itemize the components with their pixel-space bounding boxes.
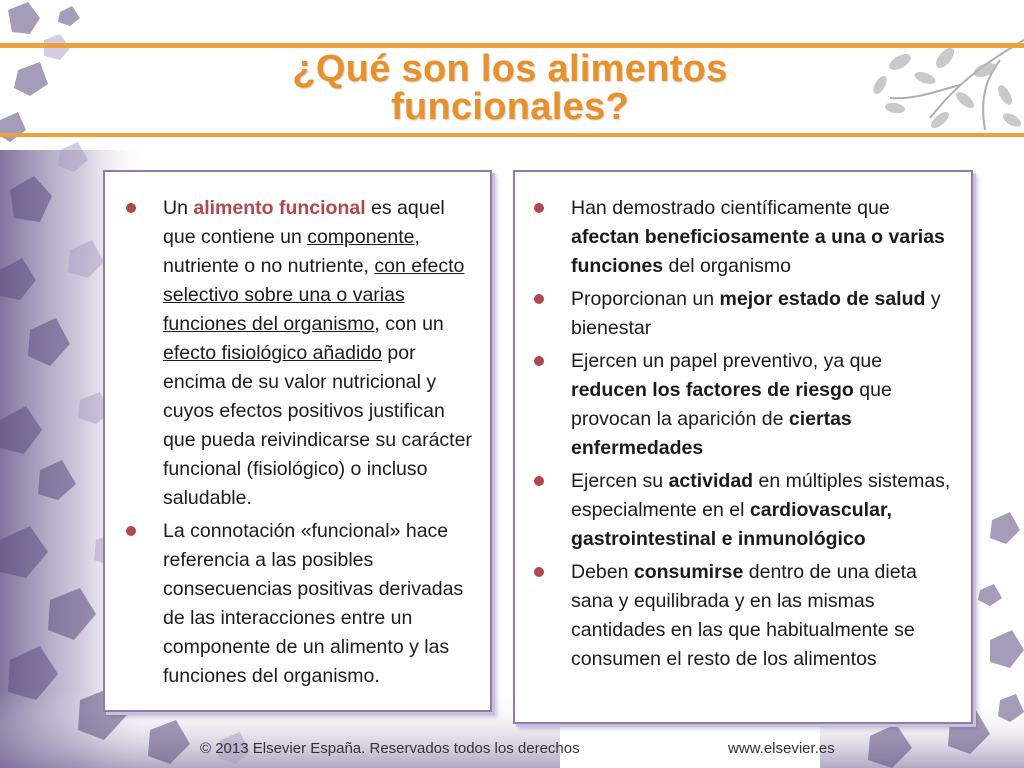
bullet-item	[515, 285, 955, 343]
bullet-text-segment: en múltiples sistemas, especialmente en el	[571, 470, 951, 521]
slide-title	[160, 50, 860, 126]
slide-title-line1: ¿Qué son los alimentos	[292, 48, 728, 90]
title-rule-bottom	[0, 133, 1024, 137]
bullet-text-segment: que provocan la aparición de	[571, 379, 892, 430]
bullet-text-segment: consumirse	[633, 561, 744, 583]
bullet-text-segment: componente	[307, 226, 415, 248]
bullet-dot-icon	[534, 476, 544, 486]
bullet-text-segment: Ejercen un papel preventivo, ya que	[571, 350, 883, 372]
bullet-text-segment: La connotación «funcional» hace referencia a las posibles consecuencias positivas derivadas de las interacciones entre un componente de un alimento y las funciones del organismo.	[163, 520, 464, 687]
footer-website: www.elsevier.es	[728, 740, 835, 757]
bullet-text-segment: reducen los factores de riesgo	[571, 379, 854, 401]
bullet-text-segment: Deben	[571, 561, 634, 583]
bullet-dot-icon	[126, 526, 136, 536]
bullet-text-segment: Han demostrado científicamente que	[571, 197, 890, 219]
bullet-text-segment: efecto fisiológico añadido	[163, 342, 382, 364]
bullet-text-segment: cardiovascular, gastrointestinal e inmunológico	[571, 499, 892, 550]
bullet-item	[515, 194, 955, 281]
slide-title-line2: funcionales?	[391, 86, 629, 128]
bullet-text-segment: con efecto selectivo sobre una o varias funciones del organismo	[163, 255, 465, 335]
bullet-text-segment: , con un	[374, 313, 444, 335]
bullet-text-segment: dentro de una dieta sana y equilibrada y en las mismas cantidades en las que habitualmente se consumen el resto de los alimentos	[571, 561, 917, 670]
bullet-text-segment: Un	[163, 197, 194, 219]
bullet-item	[515, 467, 955, 554]
bullet-text-segment: mejor estado de salud	[719, 288, 926, 310]
right-text-panel	[513, 170, 973, 724]
bullet-text-segment: del organismo	[663, 255, 791, 277]
bullet-text-segment: Ejercen su	[571, 470, 669, 492]
bullet-text-segment: es aquel que contiene un	[163, 197, 445, 248]
bullet-dot-icon	[534, 356, 544, 366]
bullet-item	[107, 194, 472, 513]
bullet-text-segment: y bienestar	[571, 288, 941, 339]
bullet-text-segment: ciertas enfermedades	[571, 408, 852, 459]
bullet-text-segment: , nutriente o no nutriente,	[163, 226, 420, 277]
left-bullet-list	[105, 172, 490, 691]
bullet-text-segment: alimento funcional	[193, 197, 366, 219]
bullet-dot-icon	[534, 203, 544, 213]
bullet-item	[107, 517, 472, 691]
right-bullet-list	[515, 172, 971, 674]
bullet-text-segment: actividad	[668, 470, 754, 492]
footer-copyright: © 2013 Elsevier España. Reservados todos los derechos	[200, 740, 580, 757]
bullet-dot-icon	[534, 567, 544, 577]
bullet-dot-icon	[126, 203, 136, 213]
bullet-dot-icon	[534, 294, 544, 304]
bullet-item	[515, 347, 955, 463]
bullet-text-segment: afectan beneficiosamente a una o varias funciones	[571, 226, 945, 277]
bullet-item	[515, 558, 955, 674]
bullet-text-segment: por encima de su valor nutricional y cuyos efectos positivos justifican que pueda reivindicarse su carácter funcional (fisiológico) o incluso saludable.	[163, 342, 472, 509]
left-text-panel	[103, 170, 492, 712]
bullet-text-segment: Proporcionan un	[571, 288, 720, 310]
